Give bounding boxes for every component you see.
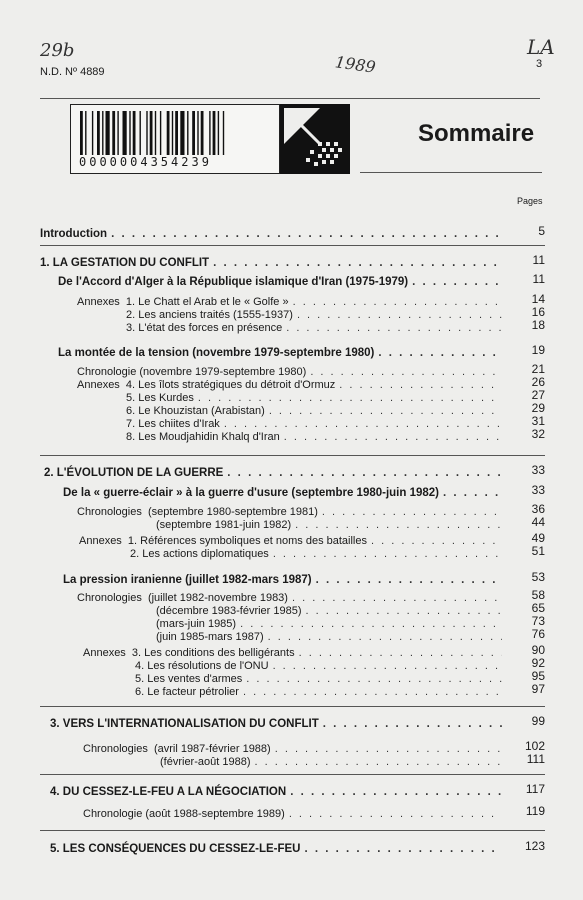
page-number: 3 [536, 58, 543, 70]
leader-dots [412, 276, 502, 288]
toc-entry-label: 4. Les résolutions de l'ONU [135, 660, 269, 672]
toc-entry [160, 756, 508, 768]
toc-page-number: 92 [531, 656, 545, 670]
toc-page-number: 29 [531, 401, 545, 415]
barcode-bar [123, 111, 127, 155]
barcode-digits: 0000004354239 [79, 155, 212, 169]
toc-entry [83, 808, 508, 820]
toc-entry [50, 786, 508, 798]
toc-page-number: 19 [531, 343, 545, 357]
toc-entry-label: 3. VERS L'INTERNATIONALISATION DU CONFLIT [50, 718, 319, 730]
barcode [80, 111, 270, 155]
barcode-bar [146, 111, 147, 155]
toc-page-number: 21 [531, 362, 545, 376]
toc-entry-label: Introduction [40, 228, 108, 240]
section-rule [40, 706, 545, 707]
leader-dots [316, 574, 502, 586]
leader-dots [304, 843, 502, 855]
toc-entry [63, 487, 508, 499]
leader-dots [306, 605, 502, 617]
leader-dots [284, 431, 502, 443]
toc-entry-prefix: Annexes [77, 379, 126, 391]
toc-entry-label: (juillet 1982-novembre 1983) [147, 592, 288, 604]
leader-dots [273, 548, 502, 560]
toc-entry-label: (septembre 1980-septembre 1981) [147, 506, 318, 518]
pages-header: Pages [517, 196, 543, 206]
toc-entry [63, 574, 508, 586]
toc-page-number: 18 [531, 318, 545, 332]
toc-page-number: 119 [525, 804, 545, 818]
toc-entry [77, 506, 508, 518]
toc-page-number: 95 [531, 669, 545, 683]
toc-entry [126, 418, 508, 430]
leader-dots [198, 392, 502, 404]
leader-dots [443, 487, 502, 499]
toc-entry [58, 347, 508, 359]
leader-dots [339, 379, 502, 391]
leader-dots [371, 535, 502, 547]
toc-entry-label: 1. Le Chatt el Arab et le « Golfe » [125, 296, 289, 308]
toc-entry-prefix: Chronologies [83, 743, 154, 755]
toc-page-number: 58 [531, 588, 545, 602]
toc-page-number: 99 [531, 714, 545, 728]
toc-page-number: 36 [531, 502, 545, 516]
toc-entry-label: 7. Les chiites d'Irak [126, 418, 220, 430]
leader-dots [292, 592, 502, 604]
handwritten-year: 1989 [333, 52, 377, 77]
toc-entry-label: (février-août 1988) [160, 756, 251, 768]
barcode-bar [180, 111, 184, 155]
toc-entry [79, 535, 508, 547]
leader-dots [227, 467, 502, 479]
toc-page-number: 49 [531, 531, 545, 545]
toc-entry-label: 2. Les anciens traités (1555-1937) [126, 309, 293, 321]
leader-dots [243, 686, 502, 698]
toc-entry [50, 843, 508, 855]
barcode-bar [218, 111, 219, 155]
toc-page-number: 123 [524, 839, 545, 853]
barcode-bar [213, 111, 216, 155]
toc-page-number: 33 [531, 463, 545, 477]
barcode-bar [172, 111, 173, 155]
toc-entry [83, 647, 508, 659]
leader-dots [268, 631, 502, 643]
barcode-frame [70, 104, 280, 174]
leader-dots [310, 366, 502, 378]
toc-entry-label: (septembre 1981-juin 1982) [156, 519, 292, 531]
barcode-bar [129, 111, 130, 155]
toc-entry [135, 673, 508, 685]
barcode-bar [106, 111, 110, 155]
publisher-logo [280, 104, 350, 174]
barcode-bar [167, 111, 170, 155]
toc-entry-label: 5. LES CONSÉQUENCES DU CESSEZ-LE-FEU [50, 843, 301, 855]
toc-entry-label: 8. Les Moudjahidin Khalq d'Iran [126, 431, 280, 443]
toc-page-number: 53 [531, 570, 545, 584]
barcode-bar [197, 111, 198, 155]
leader-dots [246, 673, 502, 685]
toc-page-number: 31 [531, 414, 545, 428]
barcode-bar [187, 111, 188, 155]
toc-entry-label: 6. Le Khouzistan (Arabistan) [126, 405, 265, 417]
toc-entry-label: (décembre 1983-février 1985) [156, 605, 302, 617]
toc-page-number: 32 [531, 427, 545, 441]
leader-dots [293, 296, 502, 308]
toc-entry-label: (mars-juin 1985) [156, 618, 237, 630]
toc-page-number: 111 [526, 752, 545, 766]
toc-page-number: 14 [531, 292, 545, 306]
toc-entry-prefix: Chronologies [77, 592, 148, 604]
toc-entry [126, 392, 508, 404]
barcode-bar [117, 111, 118, 155]
toc-entry [50, 718, 508, 730]
toc-entry [126, 405, 508, 417]
barcode-bar [209, 111, 210, 155]
leader-dots [299, 647, 502, 659]
toc-entry [156, 605, 508, 617]
leader-dots [111, 228, 502, 240]
barcode-bar [97, 111, 100, 155]
toc-page-number: 65 [531, 601, 545, 615]
toc-entry-label: Chronologie (août 1988-septembre 1989) [83, 808, 285, 820]
leader-dots [322, 506, 502, 518]
toc-page-number: 27 [531, 388, 545, 402]
toc-page-number: 11 [532, 272, 545, 286]
toc-entry-label: La montée de la tension (novembre 1979-septembre 1980) [58, 347, 375, 359]
toc-entry [130, 548, 508, 560]
leader-dots [295, 519, 502, 531]
toc-entry-label: 3. Les conditions des belligérants [131, 647, 295, 659]
toc-entry [77, 366, 508, 378]
toc-entry-label: Chronologie (novembre 1979-septembre 1980) [77, 366, 307, 378]
barcode-bar [80, 111, 83, 155]
top-rule [40, 98, 540, 99]
toc-entry-label: (juin 1985-mars 1987) [156, 631, 264, 643]
toc-entry-label: 6. Le facteur pétrolier [135, 686, 239, 698]
toc-entry-prefix: Annexes [79, 535, 128, 547]
section-rule [40, 455, 545, 456]
barcode-bar [223, 111, 224, 155]
section-rule [40, 774, 545, 775]
toc-entry [126, 322, 508, 334]
leader-dots [240, 618, 502, 630]
toc-entry [83, 743, 508, 755]
leader-dots [224, 418, 502, 430]
leader-dots [213, 257, 502, 269]
toc-entry [135, 660, 508, 672]
toc-page-number: 26 [531, 375, 545, 389]
title-rule [360, 172, 542, 173]
toc-entry [77, 592, 508, 604]
toc-entry [58, 276, 508, 288]
barcode-bar [112, 111, 115, 155]
barcode-bar [175, 111, 178, 155]
toc-page-number: 16 [531, 305, 545, 319]
leader-dots [297, 309, 502, 321]
toc-entry-label: 2. Les actions diplomatiques [130, 548, 269, 560]
toc-entry-label: 5. Les ventes d'armes [135, 673, 243, 685]
toc-page-number: 33 [531, 483, 545, 497]
toc-page-number: 117 [525, 782, 545, 796]
toc-page-number: 102 [524, 739, 545, 753]
toc-entry-prefix: Chronologies [77, 506, 148, 518]
handwritten-initials: LA [527, 35, 555, 59]
toc-page-number: 76 [531, 627, 545, 641]
handwritten-note: 29b [40, 40, 75, 61]
toc-entry [135, 686, 508, 698]
toc-page-number: 51 [531, 544, 545, 558]
toc-entry-prefix: Annexes [77, 296, 126, 308]
toc-entry [126, 431, 508, 443]
barcode-bar [150, 111, 153, 155]
barcode-bar [92, 111, 93, 155]
toc-entry-label: 1. Références symboliques et noms des batailles [127, 535, 367, 547]
leader-dots [275, 743, 502, 755]
barcode-bar [160, 111, 161, 155]
nd-label: N.D. Nº 4889 [40, 66, 105, 78]
leader-dots [378, 347, 502, 359]
leader-dots [269, 405, 502, 417]
toc-entry-label: La pression iranienne (juillet 1982-mars 1987) [63, 574, 312, 586]
toc-entry [77, 379, 508, 391]
toc-entry [156, 618, 508, 630]
toc-entry [126, 309, 508, 321]
toc-entry-label: 4. Les îlots stratégiques du détroit d'Ormuz [125, 379, 336, 391]
barcode-bar [140, 111, 141, 155]
toc-page-number: 97 [531, 682, 545, 696]
section-rule [40, 830, 545, 831]
leader-dots [273, 660, 502, 672]
toc-page-number: 44 [531, 515, 545, 529]
toc-entry-label: 2. L'ÉVOLUTION DE LA GUERRE [44, 467, 224, 479]
barcode-bar [201, 111, 204, 155]
toc-entry-label: De l'Accord d'Alger à la République islamique d'Iran (1975-1979) [58, 276, 409, 288]
toc-entry-label: 4. DU CESSEZ-LE-FEU A LA NÉGOCIATION [50, 786, 287, 798]
toc-page-number: 11 [532, 253, 545, 267]
toc-entry [156, 519, 508, 531]
toc-entry-label: (avril 1987-février 1988) [153, 743, 271, 755]
leader-dots [323, 718, 502, 730]
toc-entry [44, 467, 508, 479]
leader-dots [289, 808, 502, 820]
barcode-bar [85, 111, 86, 155]
toc-entry [40, 257, 508, 269]
leader-dots [255, 756, 503, 768]
toc-entry [40, 228, 508, 240]
toc-entry [156, 631, 508, 643]
barcode-bar [192, 111, 195, 155]
leader-dots [286, 322, 502, 334]
section-rule [40, 245, 545, 246]
toc-entry-label: 5. Les Kurdes [126, 392, 194, 404]
barcode-bar [102, 111, 103, 155]
toc-entry [77, 296, 508, 308]
toc-entry-label: 1. LA GESTATION DU CONFLIT [40, 257, 210, 269]
barcode-bar [133, 111, 136, 155]
toc-entry-label: De la « guerre-éclair » à la guerre d'usure (septembre 1980-juin 1982) [63, 487, 440, 499]
toc-page-number: 5 [538, 224, 545, 238]
page-title: Sommaire [418, 120, 535, 147]
barcode-bar [155, 111, 156, 155]
leader-dots [290, 786, 502, 798]
toc-entry-label: 3. L'état des forces en présence [126, 322, 283, 334]
toc-page-number: 73 [531, 614, 545, 628]
toc-page-number: 90 [531, 643, 545, 657]
toc-entry-prefix: Annexes [83, 647, 132, 659]
